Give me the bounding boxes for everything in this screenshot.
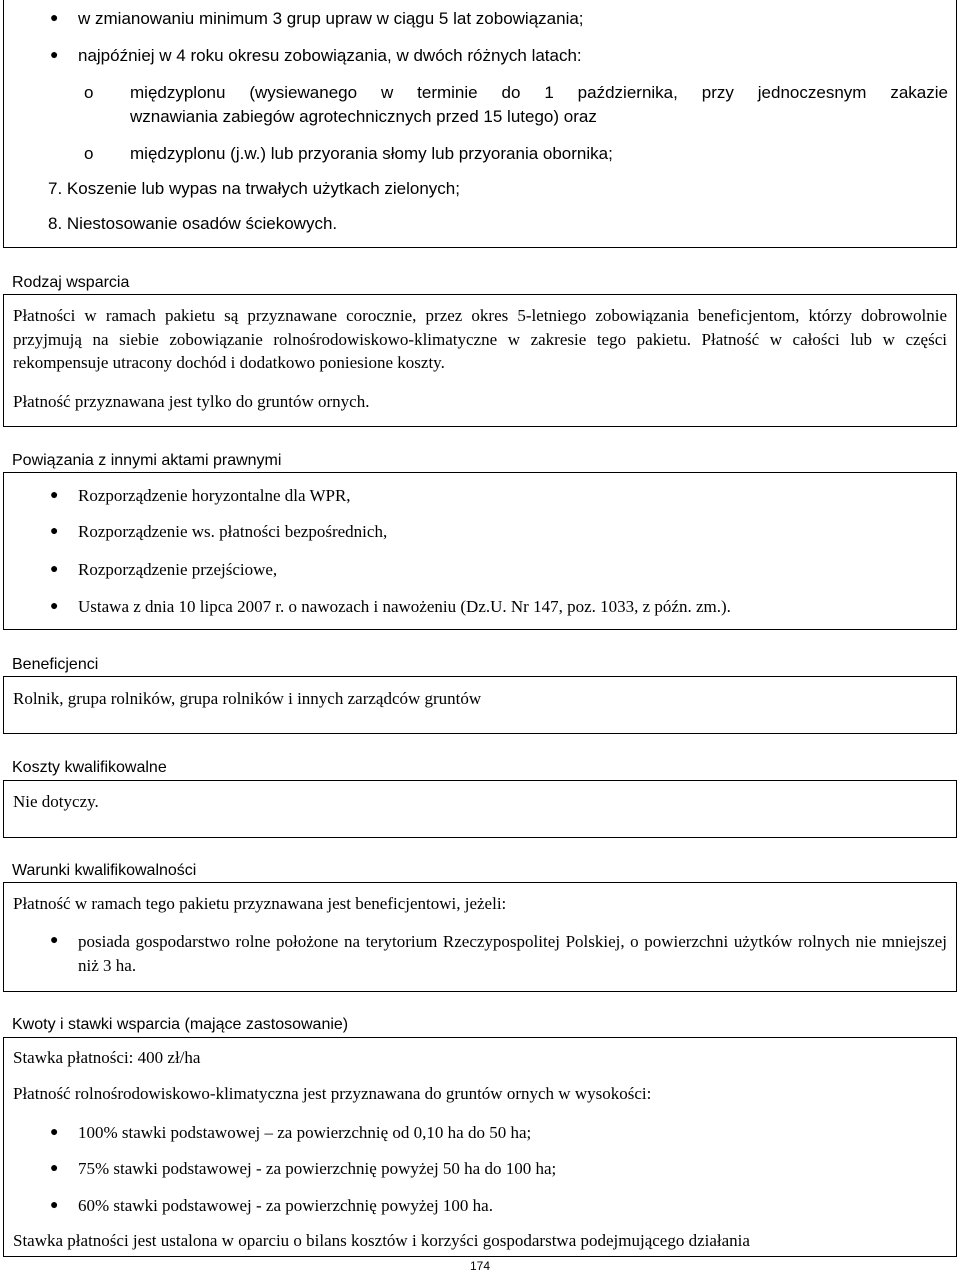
section-heading-beneficjenci: Beneficjenci	[12, 656, 99, 673]
bullet-icon: ●	[50, 562, 59, 577]
powiazania-box	[3, 472, 957, 630]
section-heading-kwoty: Kwoty i stawki wsparcia (mające zastosowanie)	[12, 1016, 349, 1033]
beneficjenci-text: Rolnik, grupa rolników, grupa rolników i innych zarządców gruntów	[13, 689, 482, 708]
sub-item-line: międzyplonu (wysiewanego w terminie do 1 października, przy jednoczesnym zakazie	[130, 83, 948, 102]
bullet-icon: ●	[50, 1161, 59, 1176]
warunki-condition: posiada gospodarstwo rolne położone na terytorium Rzeczypospolitej Polskiej, o powierzchni użytków rolnych nie mniejszej niż 3 ha.	[78, 932, 947, 975]
warunki-intro: Płatność w ramach tego pakietu przyznawana jest beneficjentowi, jeżeli:	[13, 894, 507, 913]
bullet-icon: ●	[50, 1125, 59, 1140]
legal-act-item: Rozporządzenie ws. płatności bezpośrednich,	[78, 522, 388, 541]
legal-act-item: Ustawa z dnia 10 lipca 2007 r. o nawozach i nawożeniu (Dz.U. Nr 147, poz. 1033, z późn. zm.).	[78, 597, 731, 616]
condition-bullet: w zmianowaniu minimum 3 grup upraw w ciągu 5 lat zobowiązania;	[78, 9, 584, 28]
beneficjenci-box	[3, 676, 957, 734]
bullet-icon: ●	[50, 48, 59, 63]
section-heading-rodzaj-wsparcia: Rodzaj wsparcia	[12, 274, 130, 291]
numbered-item: 8. Niestosowanie osadów ściekowych.	[48, 214, 338, 233]
rate-tier-item: 100% stawki podstawowej – za powierzchnię od 0,10 ha do 50 ha;	[78, 1123, 532, 1142]
rodzaj-wsparcia-box	[3, 294, 957, 427]
rodzaj-wsparcia-note: Płatność przyznawana jest tylko do gruntów ornych.	[13, 392, 370, 411]
bullet-icon: ●	[50, 1198, 59, 1213]
legal-act-item: Rozporządzenie przejściowe,	[78, 560, 278, 579]
bullet-icon: ●	[50, 599, 59, 614]
sub-bullet-marker: o	[84, 83, 94, 102]
koszty-text: Nie dotyczy.	[13, 792, 99, 811]
kwoty-intro: Płatność rolnośrodowiskowo-klimatyczna jest przyznawana do gruntów ornych w wysokości:	[13, 1084, 652, 1103]
section-heading-koszty: Koszty kwalifikowalne	[12, 759, 167, 776]
rate-tier-item: 75% stawki podstawowej - za powierzchnię powyżej 50 ha do 100 ha;	[78, 1159, 557, 1178]
kwoty-rate: Stawka płatności: 400 zł/ha	[13, 1048, 201, 1067]
bullet-icon: ●	[50, 933, 59, 948]
sub-item-line: wznawiania zabiegów agrotechnicznych przed 15 lutego) oraz	[130, 107, 597, 126]
sub-bullet-marker: o	[84, 144, 94, 163]
warunki-box	[3, 882, 957, 992]
bullet-icon: ●	[50, 524, 59, 539]
koszty-box	[3, 780, 957, 838]
rodzaj-wsparcia-paragraph: Płatności w ramach pakietu są przyznawane corocznie, przez okres 5-letniego zobowiązania beneficjentom, którzy dobrowolnie przyjmują na siebie zobowiązanie rolnośrodowiskowo-klimatyczne w zakresie tego pakietu. Płatność w całości lub w części rekompensuje utracony dochód i dodatkowo poniesione koszty.	[13, 306, 947, 372]
section-heading-powiazania: Powiązania z innymi aktami prawnymi	[12, 452, 282, 469]
kwoty-box	[3, 1037, 957, 1257]
section-heading-warunki: Warunki kwalifikowalności	[12, 862, 197, 879]
bullet-icon: ●	[50, 11, 59, 26]
legal-act-item: Rozporządzenie horyzontalne dla WPR,	[78, 486, 351, 505]
condition-bullet: najpóźniej w 4 roku okresu zobowiązania, w dwóch różnych latach:	[78, 46, 582, 65]
sub-item-line: międzyplonu (j.w.) lub przyorania słomy lub przyorania obornika;	[130, 144, 613, 163]
numbered-item: 7. Koszenie lub wypas na trwałych użytkach zielonych;	[48, 179, 460, 198]
kwoty-closing: Stawka płatności jest ustalona w oparciu o bilans kosztów i korzyści gospodarstwa podejmującego działania	[13, 1231, 750, 1250]
page-number: 174	[469, 1259, 491, 1273]
rate-tier-item: 60% stawki podstawowej - za powierzchnię powyżej 100 ha.	[78, 1196, 493, 1215]
bullet-icon: ●	[50, 488, 59, 503]
